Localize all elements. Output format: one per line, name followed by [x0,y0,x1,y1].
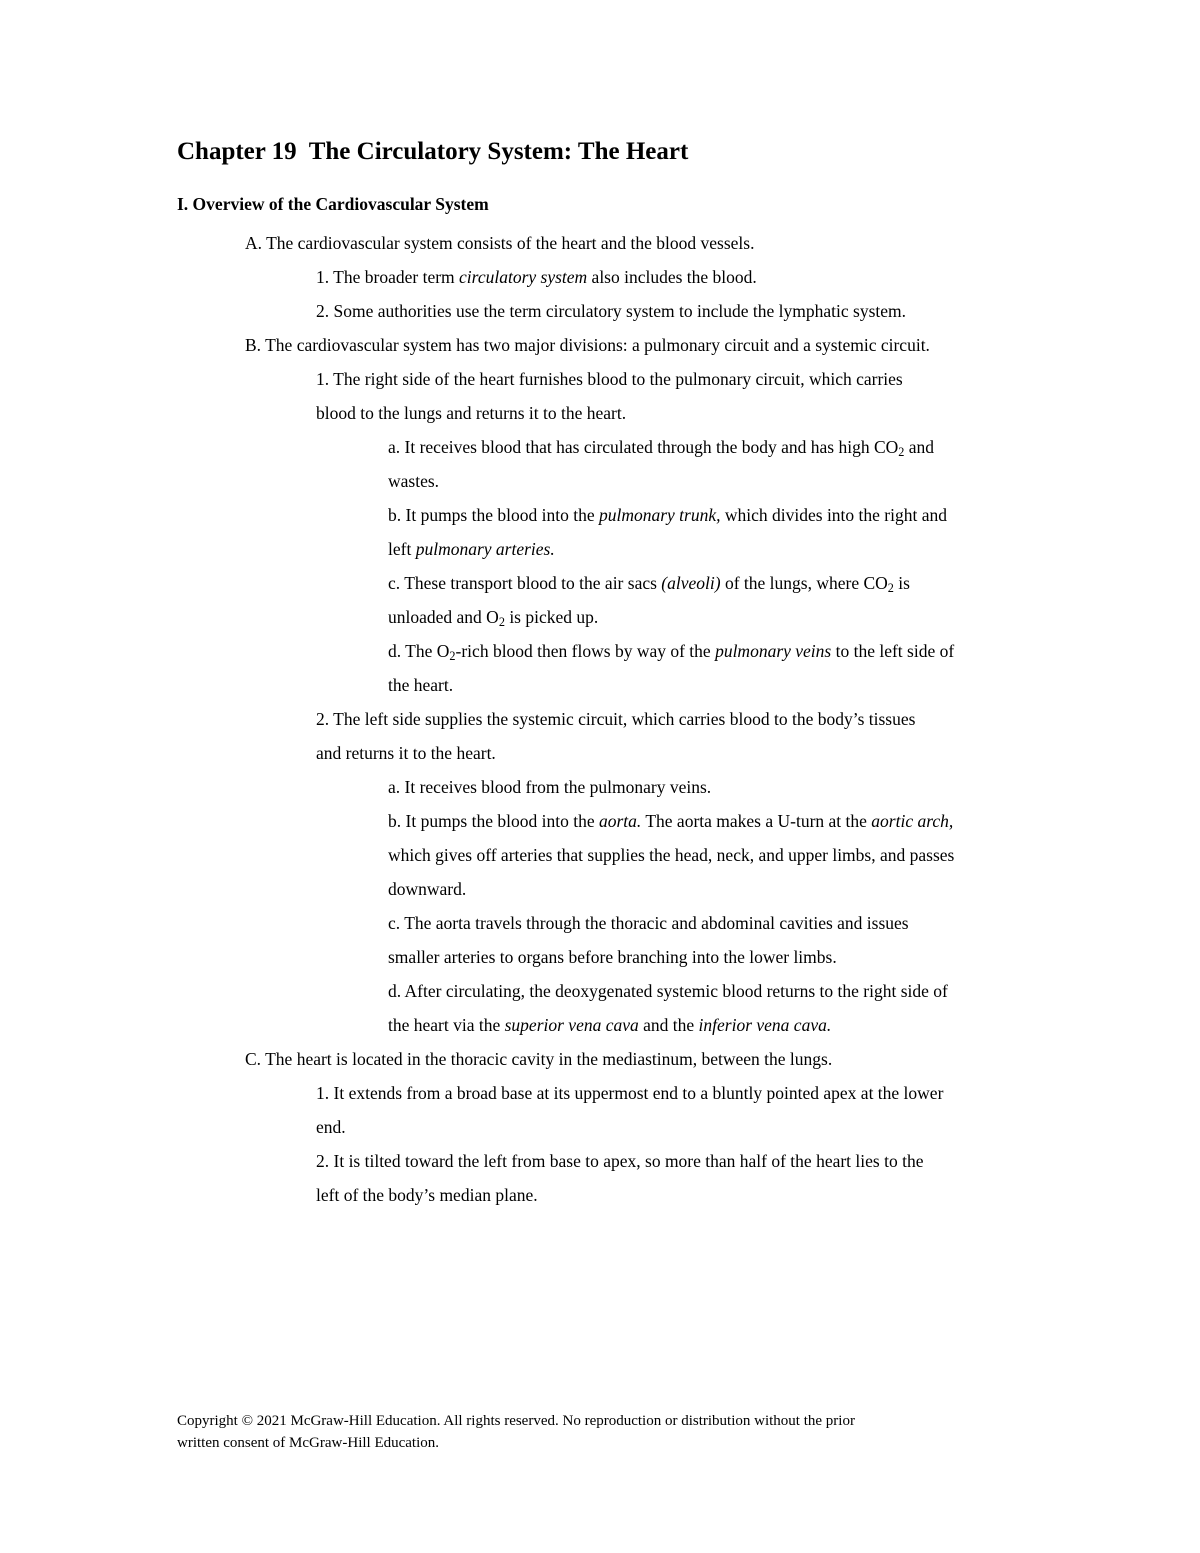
outline-text: end. [316,1117,346,1137]
outline-text: b. It pumps the blood into the [388,811,599,831]
outline-item-b2a [388,770,711,804]
outline-item-a2 [316,294,906,328]
outline-item-c [245,1042,832,1076]
italic-term: superior vena cava [504,1015,639,1035]
outline-text: and returns it to the heart. [316,743,496,763]
outline-text: also includes the blood. [587,267,757,287]
outline-text: left [388,539,416,559]
outline-text: is [893,573,910,593]
outline-text: which divides into the right and [720,505,947,525]
italic-term: pulmonary trunk, [598,505,721,525]
outline-item-b1a [388,430,934,464]
outline-text: d. After circulating, the deoxygenated systemic blood returns to the right side of [388,981,948,1001]
italic-term: inferior vena cava. [698,1015,832,1035]
outline-text: A. The cardiovascular system consists of the heart and the blood vessels. [245,233,755,253]
italic-term: aortic arch, [871,811,954,831]
outline-text: left of the body’s median plane. [316,1185,538,1205]
outline-item-b1 [316,362,903,396]
outline-text: of the lungs, where CO [720,573,888,593]
footer-line: Copyright © 2021 McGraw-Hill Education. All rights reserved. No reproduction or distribution without the prior [177,1413,855,1429]
outline-item-b1-cont [316,396,626,430]
outline-item-b1b [388,498,947,532]
outline-text: -rich blood then flows by way of the [455,641,716,661]
outline-item-b2d-cont [388,1008,831,1042]
outline-text: b. It pumps the blood into the [388,505,599,525]
outline-item-b [245,328,930,362]
outline-text: and the [638,1015,699,1035]
outline-item-a1 [316,260,757,294]
italic-term: (alveoli) [661,573,721,593]
outline-text: the heart via the [388,1015,505,1035]
outline-text: 1. The broader term [316,267,460,287]
outline-item-c2 [316,1144,923,1178]
outline-item-b1c-cont [388,600,598,634]
footer-line: written consent of McGraw-Hill Education. [177,1435,440,1451]
italic-term: pulmonary veins [715,641,832,661]
outline-text: d. The O [388,641,450,661]
outline-item-b2-cont [316,736,496,770]
outline-item-b1d-cont [388,668,453,702]
outline-item-b1d [388,634,954,668]
outline-text: 1. The right side of the heart furnishes blood to the pulmonary circuit, which carries [316,369,903,389]
chapter-title: Chapter 19 The Circulatory System: The Heart [177,138,689,165]
outline-text: c. These transport blood to the air sacs [388,573,662,593]
outline-text: is picked up. [504,607,599,627]
outline-text: blood to the lungs and returns it to the heart. [316,403,627,423]
outline-text: 1. It extends from a broad base at its uppermost end to a bluntly pointed apex at the lower [316,1083,944,1103]
outline-item-a [245,226,754,260]
subscript: 2 [449,649,456,664]
subscript: 2 [887,581,894,596]
italic-term: pulmonary arteries. [415,539,555,559]
outline-item-b2c [388,906,909,940]
outline-text: 2. Some authorities use the term circulatory system to include the lymphatic system. [316,301,907,321]
subscript: 2 [498,615,505,630]
outline-text: a. It receives blood that has circulated through the body and has high CO [388,437,899,457]
outline-text: wastes. [388,471,440,491]
outline-text: c. The aorta travels through the thoracic and abdominal cavities and issues [388,913,909,933]
copyright-footer [177,1410,1017,1454]
outline-item-b1c [388,566,910,600]
outline-text: C. The heart is located in the thoracic cavity in the mediastinum, between the lungs. [245,1049,833,1069]
outline-item-c2-cont [316,1178,538,1212]
outline-text: B. The cardiovascular system has two major divisions: a pulmonary circuit and a systemic circuit. [245,335,930,355]
outline-text: 2. The left side supplies the systemic circuit, which carries blood to the body’s tissues [316,709,916,729]
outline-text: which gives off arteries that supplies the head, neck, and upper limbs, and passes [388,845,955,865]
outline-text: 2. It is tilted toward the left from base to apex, so more than half of the heart lies to the [316,1151,924,1171]
section-heading: I. Overview of the Cardiovascular System [177,194,489,214]
outline-item-b2 [316,702,915,736]
italic-term: aorta. [598,811,642,831]
outline-text: a. It receives blood from the pulmonary veins. [388,777,712,797]
outline-item-b1b-cont [388,532,555,566]
outline-item-b2b [388,804,953,838]
outline-item-b2b-cont2 [388,872,466,906]
outline-item-c1-cont [316,1110,346,1144]
outline-item-c1 [316,1076,943,1110]
outline-item-b2d [388,974,948,1008]
outline-item-b2c-cont [388,940,837,974]
outline-text: to the left side of [831,641,955,661]
outline-text: The aorta makes a U-turn at the [641,811,872,831]
outline-item-b1a-cont [388,464,439,498]
outline-text: unloaded and O [388,607,499,627]
outline-text: and [904,437,935,457]
subscript: 2 [898,445,905,460]
outline-text: downward. [388,879,467,899]
outline-text: smaller arteries to organs before branching into the lower limbs. [388,947,837,967]
outline-item-b2b-cont [388,838,954,872]
outline-text: the heart. [388,675,454,695]
italic-term: circulatory system [459,267,588,287]
